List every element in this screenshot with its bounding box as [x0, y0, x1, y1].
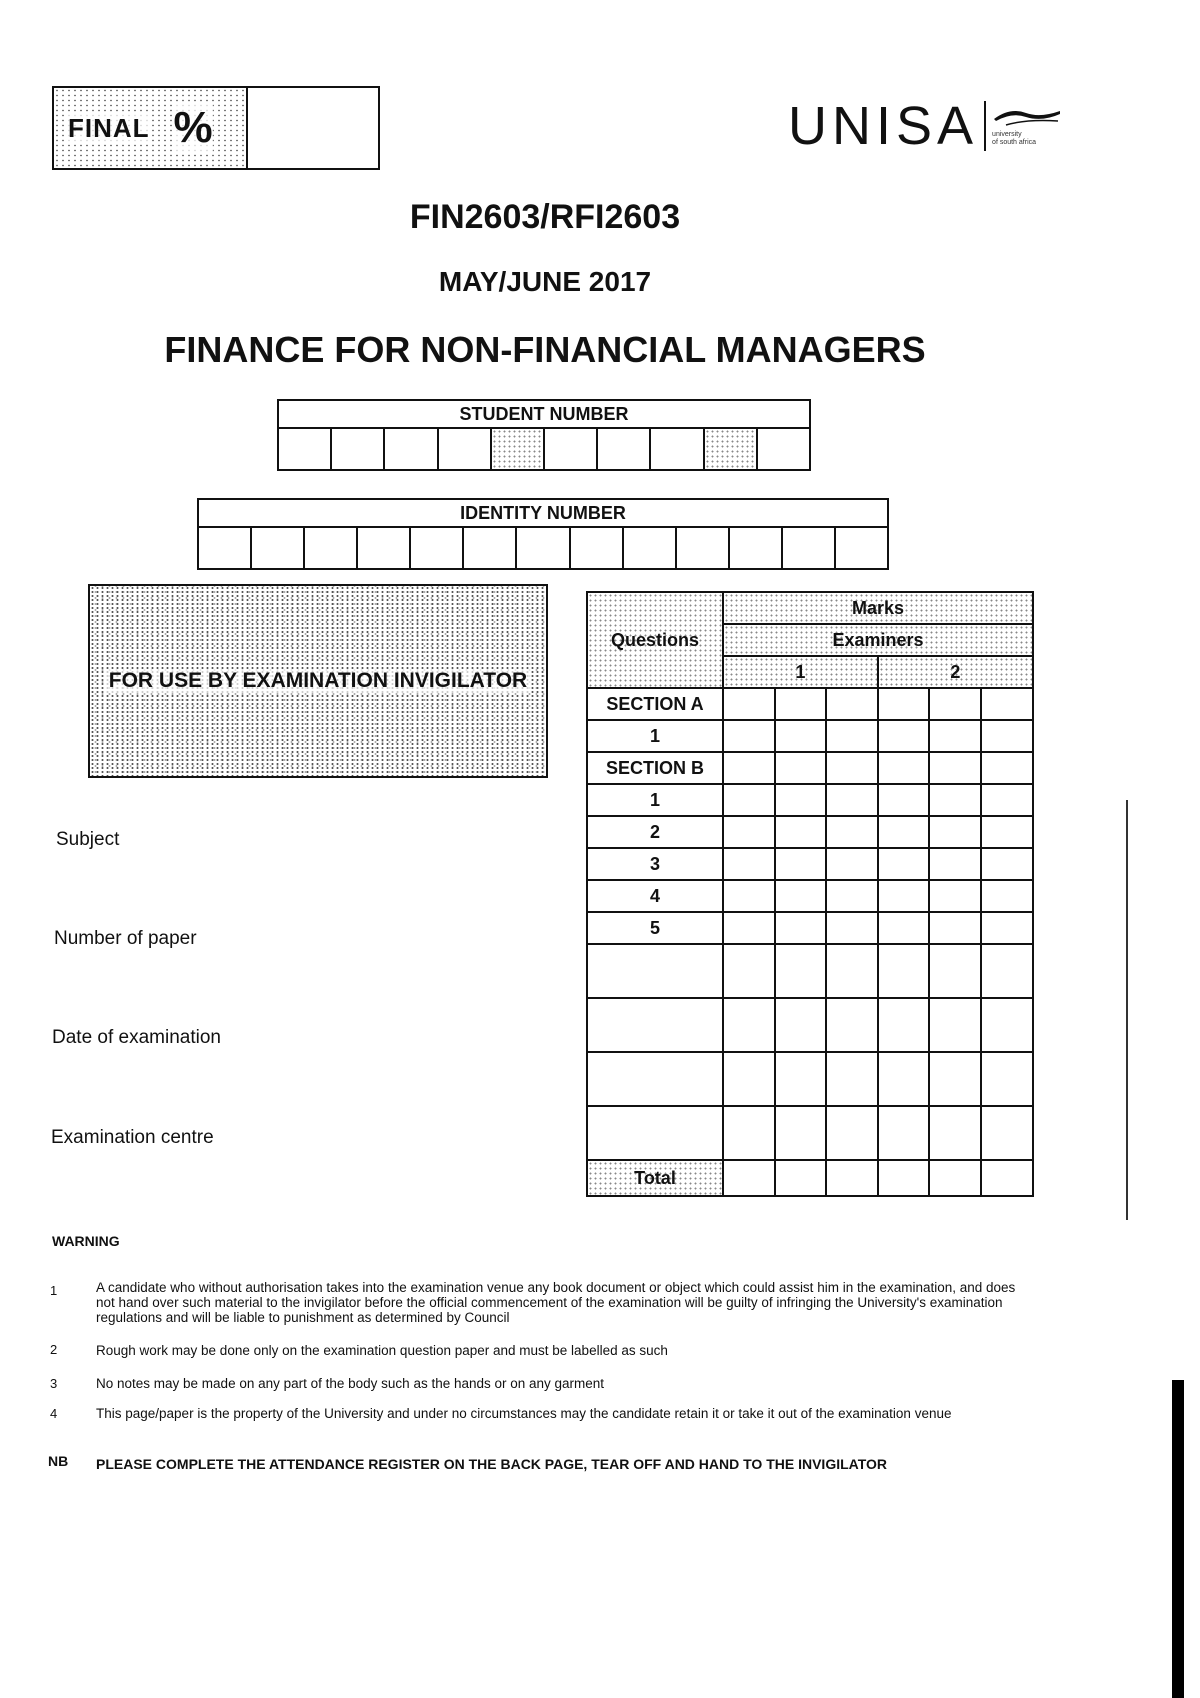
- mark-cell[interactable]: [826, 912, 878, 944]
- mark-cell[interactable]: [723, 998, 775, 1052]
- mark-cell[interactable]: [878, 944, 930, 998]
- mark-cell[interactable]: [981, 998, 1033, 1052]
- mark-cell[interactable]: [878, 720, 930, 752]
- identity-number-label: IDENTITY NUMBER: [199, 500, 887, 528]
- mark-cell[interactable]: [981, 688, 1033, 720]
- student-number-digit[interactable]: [439, 429, 492, 469]
- student-number-digit[interactable]: [545, 429, 598, 469]
- mark-cell[interactable]: [981, 752, 1033, 784]
- mark-cell[interactable]: [723, 1160, 775, 1196]
- identity-number-digit[interactable]: [199, 528, 252, 568]
- identity-number-digit[interactable]: [517, 528, 570, 568]
- mark-cell[interactable]: [775, 880, 827, 912]
- percent-sign: %: [173, 103, 213, 152]
- mark-cell[interactable]: [723, 784, 775, 816]
- student-number-digit[interactable]: [758, 429, 809, 469]
- mark-cell[interactable]: [775, 912, 827, 944]
- table-row: [587, 1052, 1033, 1106]
- logo-tagline-2: of south africa: [992, 139, 1037, 146]
- mark-cell[interactable]: [929, 848, 981, 880]
- marks-header: Marks: [723, 592, 1033, 624]
- mark-cell[interactable]: [826, 1160, 878, 1196]
- logo-emblem: [992, 105, 1062, 147]
- student-number-digit[interactable]: [651, 429, 704, 469]
- scan-edge-bar: [1172, 1380, 1184, 1698]
- final-label: FINAL: [68, 112, 150, 143]
- question-label-blank[interactable]: [587, 1106, 723, 1160]
- module-code: FIN2603/RFI2603: [409, 198, 681, 236]
- mark-cell[interactable]: [826, 880, 878, 912]
- question-label: SECTION B: [587, 752, 723, 784]
- subject-label: Subject: [56, 829, 120, 850]
- table-row: [587, 720, 1033, 752]
- table-row: [587, 944, 1033, 998]
- invigilator-label: FOR USE BY EXAMINATION INVIGILATOR: [105, 669, 531, 693]
- mark-cell[interactable]: [878, 1052, 930, 1106]
- mark-cell[interactable]: [723, 688, 775, 720]
- mark-cell[interactable]: [981, 912, 1033, 944]
- question-label: 3: [587, 848, 723, 880]
- mark-cell[interactable]: [723, 1052, 775, 1106]
- mark-cell[interactable]: [723, 816, 775, 848]
- mark-cell[interactable]: [723, 944, 775, 998]
- mark-cell[interactable]: [929, 880, 981, 912]
- mark-cell[interactable]: [826, 848, 878, 880]
- exam-date-label: Date of examination: [52, 1027, 221, 1048]
- logo-tagline-1: university: [992, 131, 1022, 138]
- question-label: 2: [587, 816, 723, 848]
- mark-cell[interactable]: [775, 1106, 827, 1160]
- student-number-cells: [279, 429, 809, 469]
- unisa-logo: [788, 95, 1062, 157]
- exam-centre-label: Examination centre: [51, 1127, 214, 1148]
- warning-number: 2: [50, 1342, 58, 1357]
- invigilator-box: [88, 584, 548, 778]
- mark-cell[interactable]: [723, 848, 775, 880]
- final-mark-entry[interactable]: [248, 88, 378, 168]
- mark-cell[interactable]: [878, 998, 930, 1052]
- identity-number-digit[interactable]: [783, 528, 836, 568]
- table-row: [587, 816, 1033, 848]
- warning-title: WARNING: [52, 1233, 120, 1249]
- mark-cell[interactable]: [775, 752, 827, 784]
- identity-number-digit[interactable]: [305, 528, 358, 568]
- mark-cell[interactable]: [878, 752, 930, 784]
- table-row: [587, 1106, 1033, 1160]
- mark-cell[interactable]: [981, 784, 1033, 816]
- total-row: [587, 1160, 1033, 1196]
- mark-cell[interactable]: [878, 816, 930, 848]
- table-row: [587, 912, 1033, 944]
- mark-cell[interactable]: [878, 784, 930, 816]
- question-label: 4: [587, 880, 723, 912]
- identity-number-digit[interactable]: [730, 528, 783, 568]
- mark-cell[interactable]: [981, 816, 1033, 848]
- mark-cell[interactable]: [775, 1052, 827, 1106]
- module-title: FINANCE FOR NON-FINANCIAL MANAGERS: [164, 329, 926, 370]
- mark-cell[interactable]: [878, 848, 930, 880]
- mark-cell[interactable]: [929, 1160, 981, 1196]
- mark-cell[interactable]: [981, 720, 1033, 752]
- logo-wordmark: UNISA: [788, 96, 979, 156]
- identity-number-digit[interactable]: [624, 528, 677, 568]
- mark-cell[interactable]: [981, 1052, 1033, 1106]
- questions-header: Questions: [587, 592, 723, 688]
- mark-cell[interactable]: [775, 784, 827, 816]
- mark-cell[interactable]: [723, 720, 775, 752]
- marks-table: [586, 591, 1034, 1197]
- identity-number-digit[interactable]: [464, 528, 517, 568]
- mark-cell[interactable]: [878, 912, 930, 944]
- mark-cell[interactable]: [775, 1160, 827, 1196]
- warning-text: This page/paper is the property of the University and under no circumstances may the candidate retain it or take it out of the examination venue: [96, 1406, 952, 1421]
- mark-cell[interactable]: [826, 752, 878, 784]
- table-row: [587, 752, 1033, 784]
- identity-number-digit[interactable]: [358, 528, 411, 568]
- mark-cell[interactable]: [981, 848, 1033, 880]
- mark-cell[interactable]: [775, 944, 827, 998]
- mark-cell[interactable]: [775, 816, 827, 848]
- mark-cell[interactable]: [775, 848, 827, 880]
- examiner-1-header: 1: [723, 656, 878, 688]
- mark-cell[interactable]: [826, 1106, 878, 1160]
- question-label: SECTION A: [587, 688, 723, 720]
- mark-cell[interactable]: [723, 1106, 775, 1160]
- mark-cell[interactable]: [929, 912, 981, 944]
- exam-session: MAY/JUNE 2017: [438, 266, 652, 297]
- mark-cell[interactable]: [929, 784, 981, 816]
- identity-number-digit[interactable]: [252, 528, 305, 568]
- mark-cell[interactable]: [929, 688, 981, 720]
- identity-number-digit[interactable]: [411, 528, 464, 568]
- table-row: [587, 880, 1033, 912]
- nb-label: NB: [48, 1453, 69, 1469]
- table-row: [587, 688, 1033, 720]
- table-row: [587, 998, 1033, 1052]
- student-number-table: [277, 399, 811, 471]
- identity-number-digit[interactable]: [677, 528, 730, 568]
- table-row: [587, 784, 1033, 816]
- mark-cell[interactable]: [929, 998, 981, 1052]
- mark-cell[interactable]: [826, 688, 878, 720]
- identity-number-digit[interactable]: [571, 528, 624, 568]
- identity-number-cells: [199, 528, 887, 568]
- mark-cell[interactable]: [981, 880, 1033, 912]
- student-number-digit[interactable]: [385, 429, 438, 469]
- warning-number: 3: [50, 1376, 58, 1391]
- mark-cell[interactable]: [981, 1160, 1033, 1196]
- paper-number-label: Number of paper: [54, 928, 197, 949]
- mark-cell[interactable]: [775, 688, 827, 720]
- final-label-cell: [54, 88, 248, 168]
- warning-text: No notes may be made on any part of the body such as the hands or on any garment: [96, 1376, 605, 1391]
- mark-cell[interactable]: [878, 1160, 930, 1196]
- identity-number-table: [197, 498, 889, 570]
- student-number-digit[interactable]: [279, 429, 332, 469]
- mark-cell[interactable]: [878, 1106, 930, 1160]
- warning-text: A candidate who without authorisation takes into the examination venue any book document or object which could assist him in the examination, and does not hand over such material to the invigilator before the official commencement of the examination will be guilty of infringing the University's examination regulations and will be liable to punishment as determined by Council: [96, 1280, 1016, 1325]
- examiner-2-header: 2: [878, 656, 1033, 688]
- mark-cell[interactable]: [878, 880, 930, 912]
- warning-number: 4: [50, 1406, 58, 1421]
- mark-cell[interactable]: [775, 720, 827, 752]
- warning-number: 1: [50, 1283, 58, 1298]
- mark-cell[interactable]: [929, 1106, 981, 1160]
- question-label: 5: [587, 912, 723, 944]
- mark-cell[interactable]: [826, 1052, 878, 1106]
- student-number-digit[interactable]: [332, 429, 385, 469]
- student-number-label: STUDENT NUMBER: [279, 401, 809, 429]
- mark-cell[interactable]: [981, 1106, 1033, 1160]
- total-label: Total: [587, 1160, 723, 1196]
- student-number-digit[interactable]: [598, 429, 651, 469]
- examiners-header: Examiners: [723, 624, 1033, 656]
- question-label-blank[interactable]: [587, 998, 723, 1052]
- question-label-blank[interactable]: [587, 1052, 723, 1106]
- nb-instruction: PLEASE COMPLETE THE ATTENDANCE REGISTER ON THE BACK PAGE, TEAR OFF AND HAND TO THE INVIGILATOR: [96, 1456, 888, 1472]
- question-label: 1: [587, 784, 723, 816]
- mark-cell[interactable]: [929, 944, 981, 998]
- mark-cell[interactable]: [826, 816, 878, 848]
- mark-cell[interactable]: [929, 752, 981, 784]
- question-label: 1: [587, 720, 723, 752]
- mark-cell[interactable]: [981, 944, 1033, 998]
- question-label-blank[interactable]: [587, 944, 723, 998]
- mark-cell[interactable]: [826, 998, 878, 1052]
- warning-text: Rough work may be done only on the examination question paper and must be labelled as such: [96, 1343, 668, 1358]
- mark-cell[interactable]: [826, 720, 878, 752]
- logo-wave-icon: [992, 105, 1062, 131]
- identity-number-digit[interactable]: [836, 528, 887, 568]
- table-row: [587, 848, 1033, 880]
- mark-cell[interactable]: [826, 944, 878, 998]
- student-number-digit[interactable]: [492, 429, 545, 469]
- mark-cell[interactable]: [929, 1052, 981, 1106]
- scan-edge-line: [1126, 800, 1128, 1220]
- mark-cell[interactable]: [826, 784, 878, 816]
- mark-cell[interactable]: [878, 688, 930, 720]
- mark-cell[interactable]: [723, 912, 775, 944]
- mark-cell[interactable]: [723, 752, 775, 784]
- mark-cell[interactable]: [775, 998, 827, 1052]
- mark-cell[interactable]: [723, 880, 775, 912]
- mark-cell[interactable]: [929, 720, 981, 752]
- mark-cell[interactable]: [929, 816, 981, 848]
- logo-divider: [984, 101, 986, 151]
- student-number-digit[interactable]: [705, 429, 758, 469]
- final-percentage-box: [52, 86, 380, 170]
